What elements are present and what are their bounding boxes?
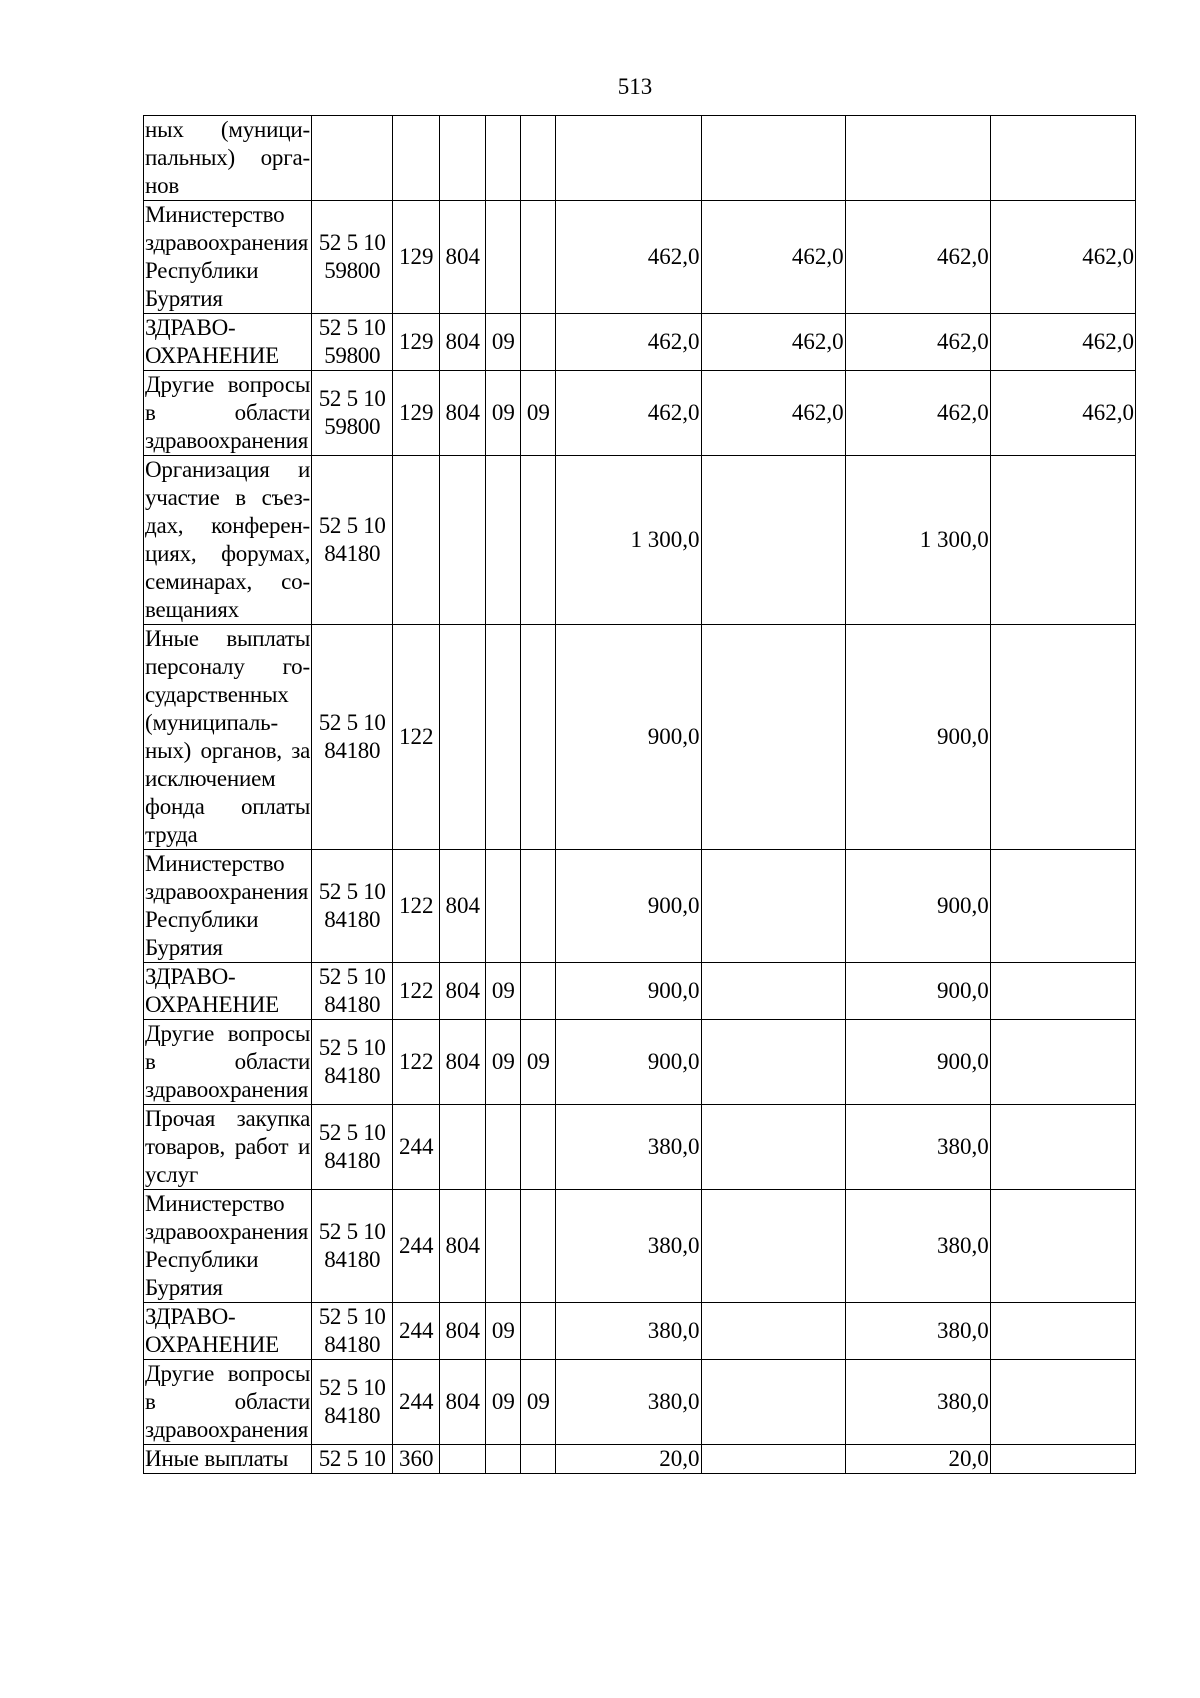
row-subsection-cell [521, 1190, 556, 1303]
row-ministry-code-cell: 804 [440, 1190, 486, 1303]
row-target-article-cell: 52 5 10 84180 [312, 1190, 393, 1303]
row-amount-2-cell: 462,0 [701, 371, 845, 456]
row-amount-3-cell: 380,0 [845, 1303, 990, 1360]
row-name-cell: ЗДРАВООХРАНЕНИЕ [144, 314, 312, 371]
row-amount-1-cell [556, 116, 701, 201]
row-name-cell: ЗДРАВООХРАНЕНИЕ [144, 963, 312, 1020]
row-ministry-code-cell: 804 [440, 371, 486, 456]
row-section-cell [486, 625, 521, 850]
row-target-article-cell: 52 5 10 84180 [312, 456, 393, 625]
row-target-article-cell: 52 5 10 [312, 1445, 393, 1474]
row-target-article-cell: 52 5 10 84180 [312, 1303, 393, 1360]
row-amount-4-cell [990, 1020, 1135, 1105]
row-ministry-code-cell: 804 [440, 1360, 486, 1445]
row-name-cell: ЗДРАВООХРАНЕНИЕ [144, 1303, 312, 1360]
row-expense-type-cell [393, 116, 440, 201]
row-ministry-code-cell: 804 [440, 963, 486, 1020]
row-subsection-cell: 09 [521, 371, 556, 456]
row-amount-2-cell [701, 1190, 845, 1303]
row-amount-2-cell: 462,0 [701, 201, 845, 314]
table-row [144, 625, 1136, 850]
row-amount-1-cell: 900,0 [556, 625, 701, 850]
row-amount-4-cell [990, 963, 1135, 1020]
row-ministry-code-cell: 804 [440, 201, 486, 314]
row-ministry-code-cell [440, 1445, 486, 1474]
row-amount-1-cell: 20,0 [556, 1445, 701, 1474]
row-amount-4-cell [990, 625, 1135, 850]
row-target-article-cell: 52 5 10 59800 [312, 371, 393, 456]
row-ministry-code-cell: 804 [440, 1303, 486, 1360]
row-subsection-cell [521, 1105, 556, 1190]
row-amount-1-cell: 462,0 [556, 371, 701, 456]
row-subsection-cell [521, 963, 556, 1020]
row-amount-4-cell: 462,0 [990, 201, 1135, 314]
row-amount-3-cell: 380,0 [845, 1190, 990, 1303]
row-amount-3-cell [845, 116, 990, 201]
row-amount-1-cell: 380,0 [556, 1303, 701, 1360]
row-amount-2-cell [701, 850, 845, 963]
row-section-cell [486, 1105, 521, 1190]
row-subsection-cell: 09 [521, 1020, 556, 1105]
row-target-article-cell [312, 116, 393, 201]
row-amount-3-cell: 900,0 [845, 963, 990, 1020]
row-amount-4-cell [990, 1360, 1135, 1445]
row-expense-type-cell: 122 [393, 850, 440, 963]
row-amount-2-cell [701, 1303, 845, 1360]
row-name-cell: Другие вопросы в области здравоохранения [144, 1360, 312, 1445]
row-name-cell: ных (муниципальных) органов [144, 116, 312, 201]
row-amount-2-cell [701, 1020, 845, 1105]
row-section-cell [486, 116, 521, 201]
table-row [144, 1360, 1136, 1445]
row-section-cell [486, 1445, 521, 1474]
row-subsection-cell [521, 201, 556, 314]
row-name-cell: Министерство здравоохранения Республики Бурятия [144, 850, 312, 963]
row-amount-4-cell [990, 456, 1135, 625]
row-section-cell: 09 [486, 371, 521, 456]
row-subsection-cell [521, 850, 556, 963]
row-ministry-code-cell: 804 [440, 1020, 486, 1105]
row-ministry-code-cell [440, 625, 486, 850]
row-amount-3-cell: 900,0 [845, 850, 990, 963]
row-target-article-cell: 52 5 10 84180 [312, 1105, 393, 1190]
row-subsection-cell [521, 314, 556, 371]
row-amount-1-cell: 462,0 [556, 314, 701, 371]
row-amount-2-cell: 462,0 [701, 314, 845, 371]
row-ministry-code-cell: 804 [440, 314, 486, 371]
row-amount-3-cell: 462,0 [845, 371, 990, 456]
row-amount-3-cell: 380,0 [845, 1105, 990, 1190]
row-section-cell: 09 [486, 1360, 521, 1445]
row-amount-4-cell [990, 850, 1135, 963]
row-amount-1-cell: 900,0 [556, 963, 701, 1020]
table-row [144, 963, 1136, 1020]
row-target-article-cell: 52 5 10 59800 [312, 201, 393, 314]
row-expense-type-cell: 122 [393, 625, 440, 850]
row-expense-type-cell: 244 [393, 1105, 440, 1190]
row-section-cell: 09 [486, 314, 521, 371]
row-subsection-cell [521, 1303, 556, 1360]
row-amount-1-cell: 900,0 [556, 1020, 701, 1105]
row-section-cell: 09 [486, 1020, 521, 1105]
page-number: 513 [617, 74, 653, 99]
table-row [144, 201, 1136, 314]
table-row [144, 116, 1136, 201]
row-ministry-code-cell [440, 1105, 486, 1190]
row-expense-type-cell: 244 [393, 1360, 440, 1445]
row-amount-1-cell: 380,0 [556, 1360, 701, 1445]
row-amount-3-cell: 462,0 [845, 201, 990, 314]
table-row [144, 314, 1136, 371]
table-row [144, 1105, 1136, 1190]
row-name-cell: Иные выплаты персоналу государственных (муниципальных) органов, за исключением фонда оплаты труда [144, 625, 312, 850]
row-subsection-cell: 09 [521, 1360, 556, 1445]
row-amount-4-cell [990, 1105, 1135, 1190]
row-amount-1-cell: 900,0 [556, 850, 701, 963]
row-section-cell [486, 850, 521, 963]
row-amount-4-cell [990, 1445, 1135, 1474]
row-amount-4-cell [990, 1303, 1135, 1360]
row-target-article-cell: 52 5 10 84180 [312, 625, 393, 850]
row-target-article-cell: 52 5 10 84180 [312, 850, 393, 963]
row-amount-4-cell [990, 116, 1135, 201]
row-amount-2-cell [701, 116, 845, 201]
row-expense-type-cell: 129 [393, 371, 440, 456]
row-name-cell: Другие вопросы в области здравоохранения [144, 1020, 312, 1105]
row-target-article-cell: 52 5 10 59800 [312, 314, 393, 371]
table-row [144, 1303, 1136, 1360]
row-section-cell [486, 1190, 521, 1303]
row-name-cell: Другие вопросы в области здравоохранения [144, 371, 312, 456]
row-amount-1-cell: 1 300,0 [556, 456, 701, 625]
table-row [144, 1190, 1136, 1303]
row-name-cell: Министерство здравоохранения Республики Бурятия [144, 1190, 312, 1303]
row-amount-3-cell: 1 300,0 [845, 456, 990, 625]
row-amount-2-cell [701, 1445, 845, 1474]
row-amount-1-cell: 380,0 [556, 1105, 701, 1190]
row-ministry-code-cell [440, 456, 486, 625]
row-section-cell [486, 201, 521, 314]
row-amount-2-cell [701, 625, 845, 850]
row-section-cell [486, 456, 521, 625]
row-ministry-code-cell [440, 116, 486, 201]
table-row [144, 850, 1136, 963]
row-amount-4-cell [990, 1190, 1135, 1303]
row-subsection-cell [521, 456, 556, 625]
row-amount-3-cell: 462,0 [845, 314, 990, 371]
row-target-article-cell: 52 5 10 84180 [312, 1020, 393, 1105]
row-expense-type-cell: 360 [393, 1445, 440, 1474]
row-subsection-cell [521, 1445, 556, 1474]
row-amount-1-cell: 462,0 [556, 201, 701, 314]
row-amount-4-cell: 462,0 [990, 371, 1135, 456]
table-row [144, 1020, 1136, 1105]
row-amount-2-cell [701, 1360, 845, 1445]
table-row [144, 456, 1136, 625]
row-amount-3-cell: 20,0 [845, 1445, 990, 1474]
row-amount-4-cell: 462,0 [990, 314, 1135, 371]
table-row [144, 371, 1136, 456]
table-row [144, 1445, 1136, 1474]
row-expense-type-cell: 122 [393, 1020, 440, 1105]
row-expense-type-cell: 122 [393, 963, 440, 1020]
budget-table [143, 115, 1136, 1474]
budget-table-body [144, 116, 1136, 1474]
row-target-article-cell: 52 5 10 84180 [312, 963, 393, 1020]
row-name-cell: Иные выплаты [144, 1445, 312, 1474]
row-amount-3-cell: 900,0 [845, 625, 990, 850]
row-section-cell: 09 [486, 963, 521, 1020]
row-amount-3-cell: 380,0 [845, 1360, 990, 1445]
row-amount-2-cell [701, 456, 845, 625]
row-target-article-cell: 52 5 10 84180 [312, 1360, 393, 1445]
row-name-cell: Прочая закупка товаров, работ и услуг [144, 1105, 312, 1190]
row-amount-3-cell: 900,0 [845, 1020, 990, 1105]
row-subsection-cell [521, 625, 556, 850]
row-amount-2-cell [701, 963, 845, 1020]
row-expense-type-cell: 129 [393, 314, 440, 371]
row-ministry-code-cell: 804 [440, 850, 486, 963]
row-expense-type-cell: 244 [393, 1190, 440, 1303]
row-expense-type-cell: 244 [393, 1303, 440, 1360]
row-section-cell: 09 [486, 1303, 521, 1360]
row-name-cell: Организация и участие в съездах, конференциях, форумах, семинарах, совещаниях [144, 456, 312, 625]
row-expense-type-cell: 129 [393, 201, 440, 314]
row-name-cell: Министерство здравоохранения Республики Бурятия [144, 201, 312, 314]
row-amount-2-cell [701, 1105, 845, 1190]
row-expense-type-cell [393, 456, 440, 625]
row-amount-1-cell: 380,0 [556, 1190, 701, 1303]
row-subsection-cell [521, 116, 556, 201]
